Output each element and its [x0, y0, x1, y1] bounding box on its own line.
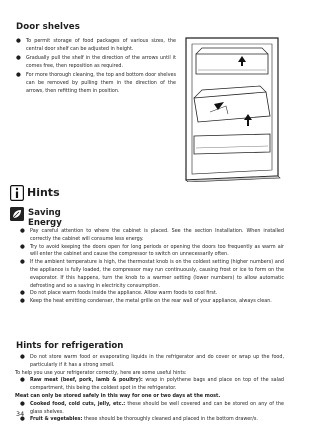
intro-text: To help you use your refrigerator correctly, here are some useful hints:	[15, 369, 187, 376]
saving-energy-heading: Saving Energy	[28, 208, 62, 228]
refrigeration-heading: Hints for refrigeration	[16, 341, 124, 351]
list-item: ● Do not store warm food or evaporating liquids in the refrigerator and do cover or wrap up the food, particularly if it has a strong smell.	[20, 354, 284, 368]
door-shelves-list	[16, 37, 176, 96]
page-number: 34	[16, 410, 25, 418]
bullet-icon: ●	[20, 416, 25, 423]
list-item: ● Fruit & vegetables: these should be thoroughly cleaned and placed in the bottom drawer/s.	[20, 416, 258, 423]
list-item: ● Try to avoid keeping the doors open for long periods or opening the doors too frequently as warm air will enter the cabinet and cause the compressor to switch on unnecessarily often.	[20, 243, 284, 258]
list-item: ● Gradually pull the shelf in the direction of the arrows until it comes free, then reposition as required.	[16, 54, 176, 70]
bullet-icon: ●	[20, 259, 25, 266]
list-item: ● Keep the heat emitting condenser, the metal grille on the rear wall of your appliance, always clean.	[20, 298, 272, 305]
list-item: ● Do not place warm foods inside the appliance. Allow warm foods to cool first.	[20, 290, 218, 297]
saving-energy-list	[20, 228, 284, 306]
door-shelf-illustration	[180, 36, 284, 182]
bullet-icon: ●	[20, 298, 25, 305]
leaf-icon	[10, 207, 24, 221]
bullet-icon: ●	[20, 290, 25, 297]
bullet-icon: ●	[20, 243, 25, 250]
bullet-icon: ●	[16, 38, 21, 44]
bullet-icon: ●	[16, 54, 21, 61]
bullet-icon: ●	[20, 354, 25, 360]
bullet-icon: ●	[20, 400, 25, 407]
storage-note: Meat can only be stored safely in this way for one or two days at the most.	[15, 392, 221, 399]
bullet-icon: ●	[20, 377, 25, 384]
list-item: ● For more thorough cleaning, the top and bottom door shelves can be removed by pulling them in the direction of the arrows, then refitting them in position.	[16, 71, 176, 95]
refrigeration-list	[15, 354, 284, 424]
hints-heading: Hints	[27, 186, 60, 199]
door-shelves-heading: Door shelves	[16, 22, 80, 32]
list-item: ● If the ambient temperature is high, the thermostat knob is on the coldest setting (higher numbers) and the appliance is fully loaded, the compressor may run continuously, causing frost or ice to form on the evaporator. If this happens, turn the knob to a warmer setting (lower numbers) to allow automatic defrosting and so a saving in electricity consumption.	[20, 259, 284, 289]
list-item: ● Raw meat (beef, pork, lamb & poultry): wrap in polythene bags and place on top of the salad compartment, this being the coldest spot in the refrigerator.	[20, 377, 284, 392]
list-item: ● Cooked food, cold cuts, jelly, etc.: these should be well covered and can be stored on any of the glass shelves.	[20, 400, 284, 415]
list-item: ● To permit storage of food packages of various sizes, the central door shelf can be adjusted in height.	[16, 38, 176, 53]
bullet-icon: ●	[20, 228, 25, 234]
bullet-icon: ●	[16, 71, 21, 78]
list-item: ● Pay careful attention to where the cabinet is placed. See the section Installation. When installed correctly the cabinet will consume less energy.	[20, 228, 284, 242]
info-icon	[10, 185, 24, 201]
